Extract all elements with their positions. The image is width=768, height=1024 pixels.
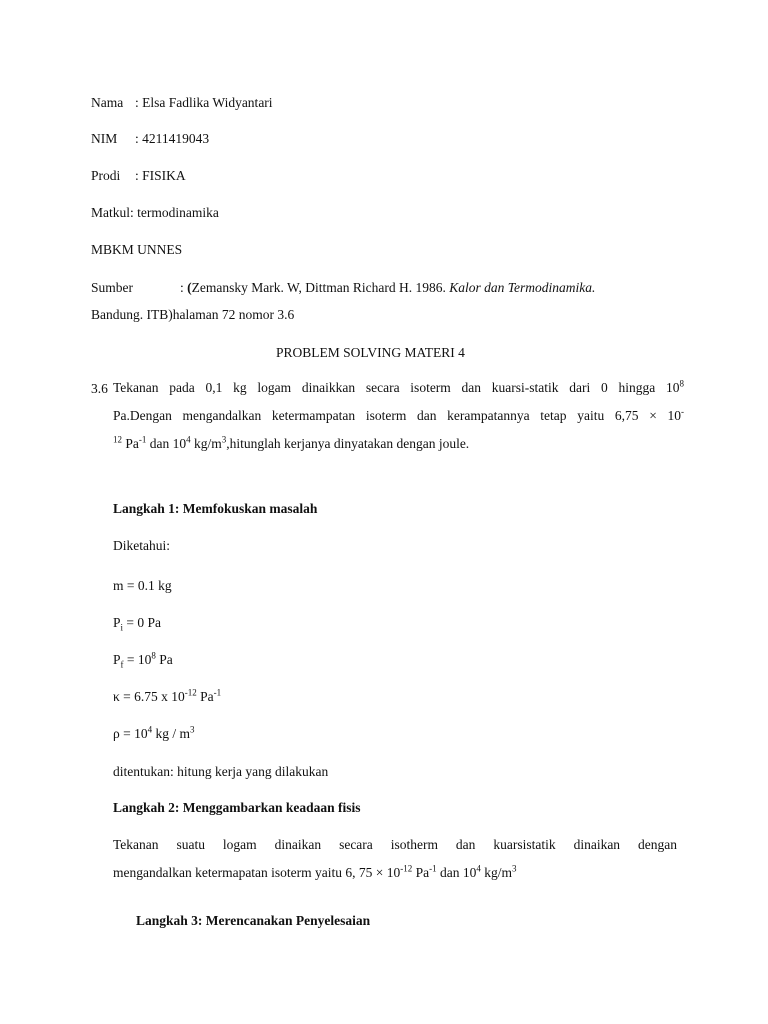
sumber-colon: : — [180, 280, 188, 295]
final-pressure: $P_f = 10^8$ Pa — [113, 650, 173, 670]
density-value: $\rho = 10^4$ kg / $m^3$ — [113, 724, 195, 741]
step1-heading: Langkah 1: Memfokuskan masalah — [113, 501, 318, 516]
matkul-value: : termodinamika — [130, 205, 219, 220]
problem-line-1: Tekanan pada 0,1 kg logam dinaikkan secara isoterm dan kuarsi-statik dari 0 hingga $10^8$ — [113, 378, 684, 395]
problem-line-2: Pa.Dengan mengandalkan ketermampatan isoterm dan kerampatannya tetap yaitu 6,75 × 10- — [113, 406, 684, 423]
page-title: PROBLEM SOLVING MATERI 4 — [276, 345, 465, 360]
nim-label: NIM — [91, 131, 118, 146]
nama-row — [91, 94, 273, 112]
sumber-paren: ( — [187, 280, 192, 295]
sumber-title: Kalor dan Termodinamika. — [449, 280, 596, 295]
nama-value: : Elsa Fadlika Widyantari — [135, 95, 273, 110]
compressibility-value: κ = 6.75 x $10^{-12}$ $Pa^{-1}$ — [113, 687, 222, 704]
matkul-label: Matkul — [91, 205, 130, 220]
initial-pressure: $P_i = 0$ Pa — [113, 615, 162, 633]
prodi-value: : FISIKA — [135, 168, 186, 183]
problem-line-3: $^{12}$ $Pa^{-1}$ dan $10^4$ $kg/m^3,hitunglah$ kerjanya dinyatakan dengan joule. — [113, 434, 470, 451]
nama-label: Nama — [91, 95, 124, 110]
step2-line-2: mengandalkan ketermapatan isoterm yaitu 6, $75 \times 10^{-12}$ $Pa^{-1}$ dan $10^4$ $kg/m^3$ — [113, 863, 517, 880]
problem-number: 3.6 — [91, 381, 108, 396]
ditentukan-text: ditentukan: hitung kerja yang dilakukan — [113, 764, 329, 779]
nim-row — [91, 130, 209, 148]
sumber-line2: Bandung. ITB)halaman 72 nomor 3.6 — [91, 307, 295, 322]
sumber-row — [91, 279, 595, 297]
sumber-label: Sumber — [91, 280, 133, 295]
prodi-row — [91, 167, 186, 185]
step2-heading: Langkah 2: Menggambarkan keadaan fisis — [113, 800, 361, 815]
nim-value: : 4211419043 — [135, 131, 210, 146]
step2-line-1: Tekanan suatu logam dinaikan secara isotherm dan kuarsistatik dinaikan dengan — [113, 837, 677, 852]
matkul-row — [91, 204, 219, 222]
step3-heading: Langkah 3: Merencanakan Penyelesaian — [136, 913, 371, 928]
mass-value: m = 0.1 kg — [113, 578, 172, 593]
diketahui-label: Diketahui: — [113, 538, 170, 553]
mbkm-text: MBKM UNNES — [91, 242, 183, 257]
prodi-label: Prodi — [91, 168, 121, 183]
sumber-authors: Zemansky Mark. W, Dittman Richard H. 1986. — [191, 280, 450, 295]
